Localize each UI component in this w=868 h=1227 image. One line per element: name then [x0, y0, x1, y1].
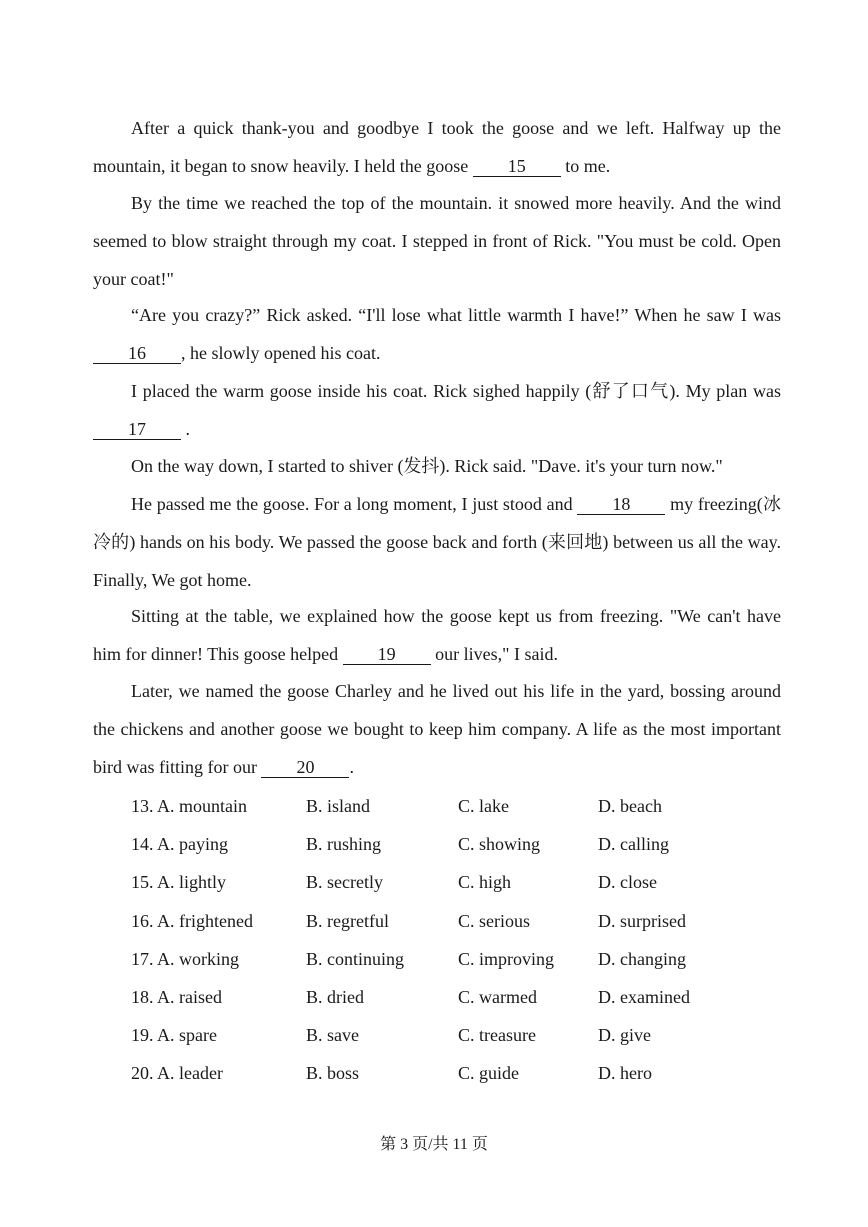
text-segment: After a quick thank-you and goodbye I took the goose and we left. Halfway up the mountain, it began to snow heavily. I held the goose	[93, 118, 781, 176]
question-17	[131, 940, 771, 978]
blank-19: 19	[343, 644, 431, 665]
blank-15: 15	[473, 156, 561, 177]
option-c: C. treasure	[458, 1025, 536, 1046]
paragraph-2	[93, 184, 781, 298]
option-c: C. warmed	[458, 986, 537, 1007]
option-d: D. examined	[598, 986, 690, 1007]
option-b: B. regretful	[306, 910, 389, 931]
option-c: C. lake	[458, 796, 509, 816]
paragraph-1	[93, 109, 781, 185]
text-segment: Later, we named the goose Charley and he lived out his life in the yard, bossing around the chickens and another goose we bought to keep him company. A life as the most important bird was fitting for our	[93, 681, 781, 777]
option-b: B. dried	[306, 986, 364, 1007]
text-segment: He passed me the goose. For a long moment, I just stood and	[131, 494, 578, 514]
text-segment: .	[349, 757, 354, 777]
option-d: D. surprised	[598, 910, 686, 931]
option-d: D. changing	[598, 948, 686, 969]
option-a: 17. A. working	[131, 948, 239, 969]
option-a: 16. A. frightened	[131, 910, 253, 931]
text-segment: I placed the warm goose inside his coat. Rick sighed happily (舒了口气). My plan was	[131, 381, 781, 401]
question-13	[131, 787, 771, 825]
text-segment: Sitting at the table, we explained how the goose kept us from freezing. "We can't have him for dinner! This goose helped	[93, 606, 781, 664]
answer-options	[131, 787, 771, 1093]
option-d: D. hero	[598, 1063, 652, 1084]
text-segment: my freezing(冰冷的) hands on his body. We passed the goose back and forth (来回地) between us all the way. Finally, We got home.	[93, 494, 782, 590]
option-a: 15. A. lightly	[131, 872, 227, 893]
blank-17: 17	[93, 419, 181, 440]
option-b: B. rushing	[306, 834, 382, 855]
paragraph-3	[93, 296, 781, 372]
paragraph-6	[93, 485, 781, 599]
option-a: 13. A. mountain	[131, 796, 247, 816]
question-15	[131, 863, 771, 901]
blank-20: 20	[261, 757, 349, 778]
option-b: B. continuing	[306, 948, 404, 969]
blank-18: 18	[577, 494, 665, 515]
option-a: 19. A. spare	[131, 1025, 217, 1046]
option-c: C. serious	[458, 910, 530, 931]
option-c: C. showing	[458, 834, 541, 855]
text-segment: On the way down, I started to shiver (发抖). Rick said. "Dave. it's your turn now."	[131, 456, 723, 476]
text-segment: “Are you crazy?” Rick asked. “I'll lose what little warmth I have!” When he saw I was	[131, 305, 781, 325]
option-a: 20. A. leader	[131, 1063, 223, 1084]
option-a: 18. A. raised	[131, 986, 222, 1007]
question-20	[131, 1054, 771, 1092]
option-d: D. beach	[598, 796, 662, 816]
text-segment: By the time we reached the top of the mountain. it snowed more heavily. And the wind seemed to blow straight through my coat. I stepped in front of Rick. "You must be cold. Open your coat!"	[93, 193, 781, 289]
text-segment: .	[181, 419, 190, 439]
option-b: B. island	[306, 796, 371, 816]
paragraph-5	[93, 447, 781, 485]
page-number: 第 3 页/共 11 页	[380, 1136, 488, 1153]
option-b: B. secretly	[306, 872, 383, 893]
option-d: D. close	[598, 872, 657, 893]
text-segment: our lives," I said.	[430, 644, 558, 664]
option-a: 14. A. paying	[131, 834, 228, 855]
text-segment: to me.	[560, 156, 611, 176]
option-c: C. improving	[458, 948, 555, 969]
text-segment: , he slowly opened his coat.	[181, 343, 381, 363]
question-19	[131, 1016, 771, 1054]
question-16	[131, 902, 771, 940]
question-18	[131, 978, 771, 1016]
paragraph-4	[93, 372, 781, 448]
option-d: D. calling	[598, 834, 669, 855]
question-14	[131, 825, 771, 863]
option-b: B. boss	[306, 1063, 360, 1084]
paragraph-7	[93, 597, 781, 673]
blank-16: 16	[93, 343, 181, 364]
option-c: C. guide	[458, 1063, 519, 1084]
paragraph-8	[93, 672, 781, 786]
option-b: B. save	[306, 1025, 359, 1046]
option-c: C. high	[458, 872, 512, 893]
option-d: D. give	[598, 1025, 651, 1046]
